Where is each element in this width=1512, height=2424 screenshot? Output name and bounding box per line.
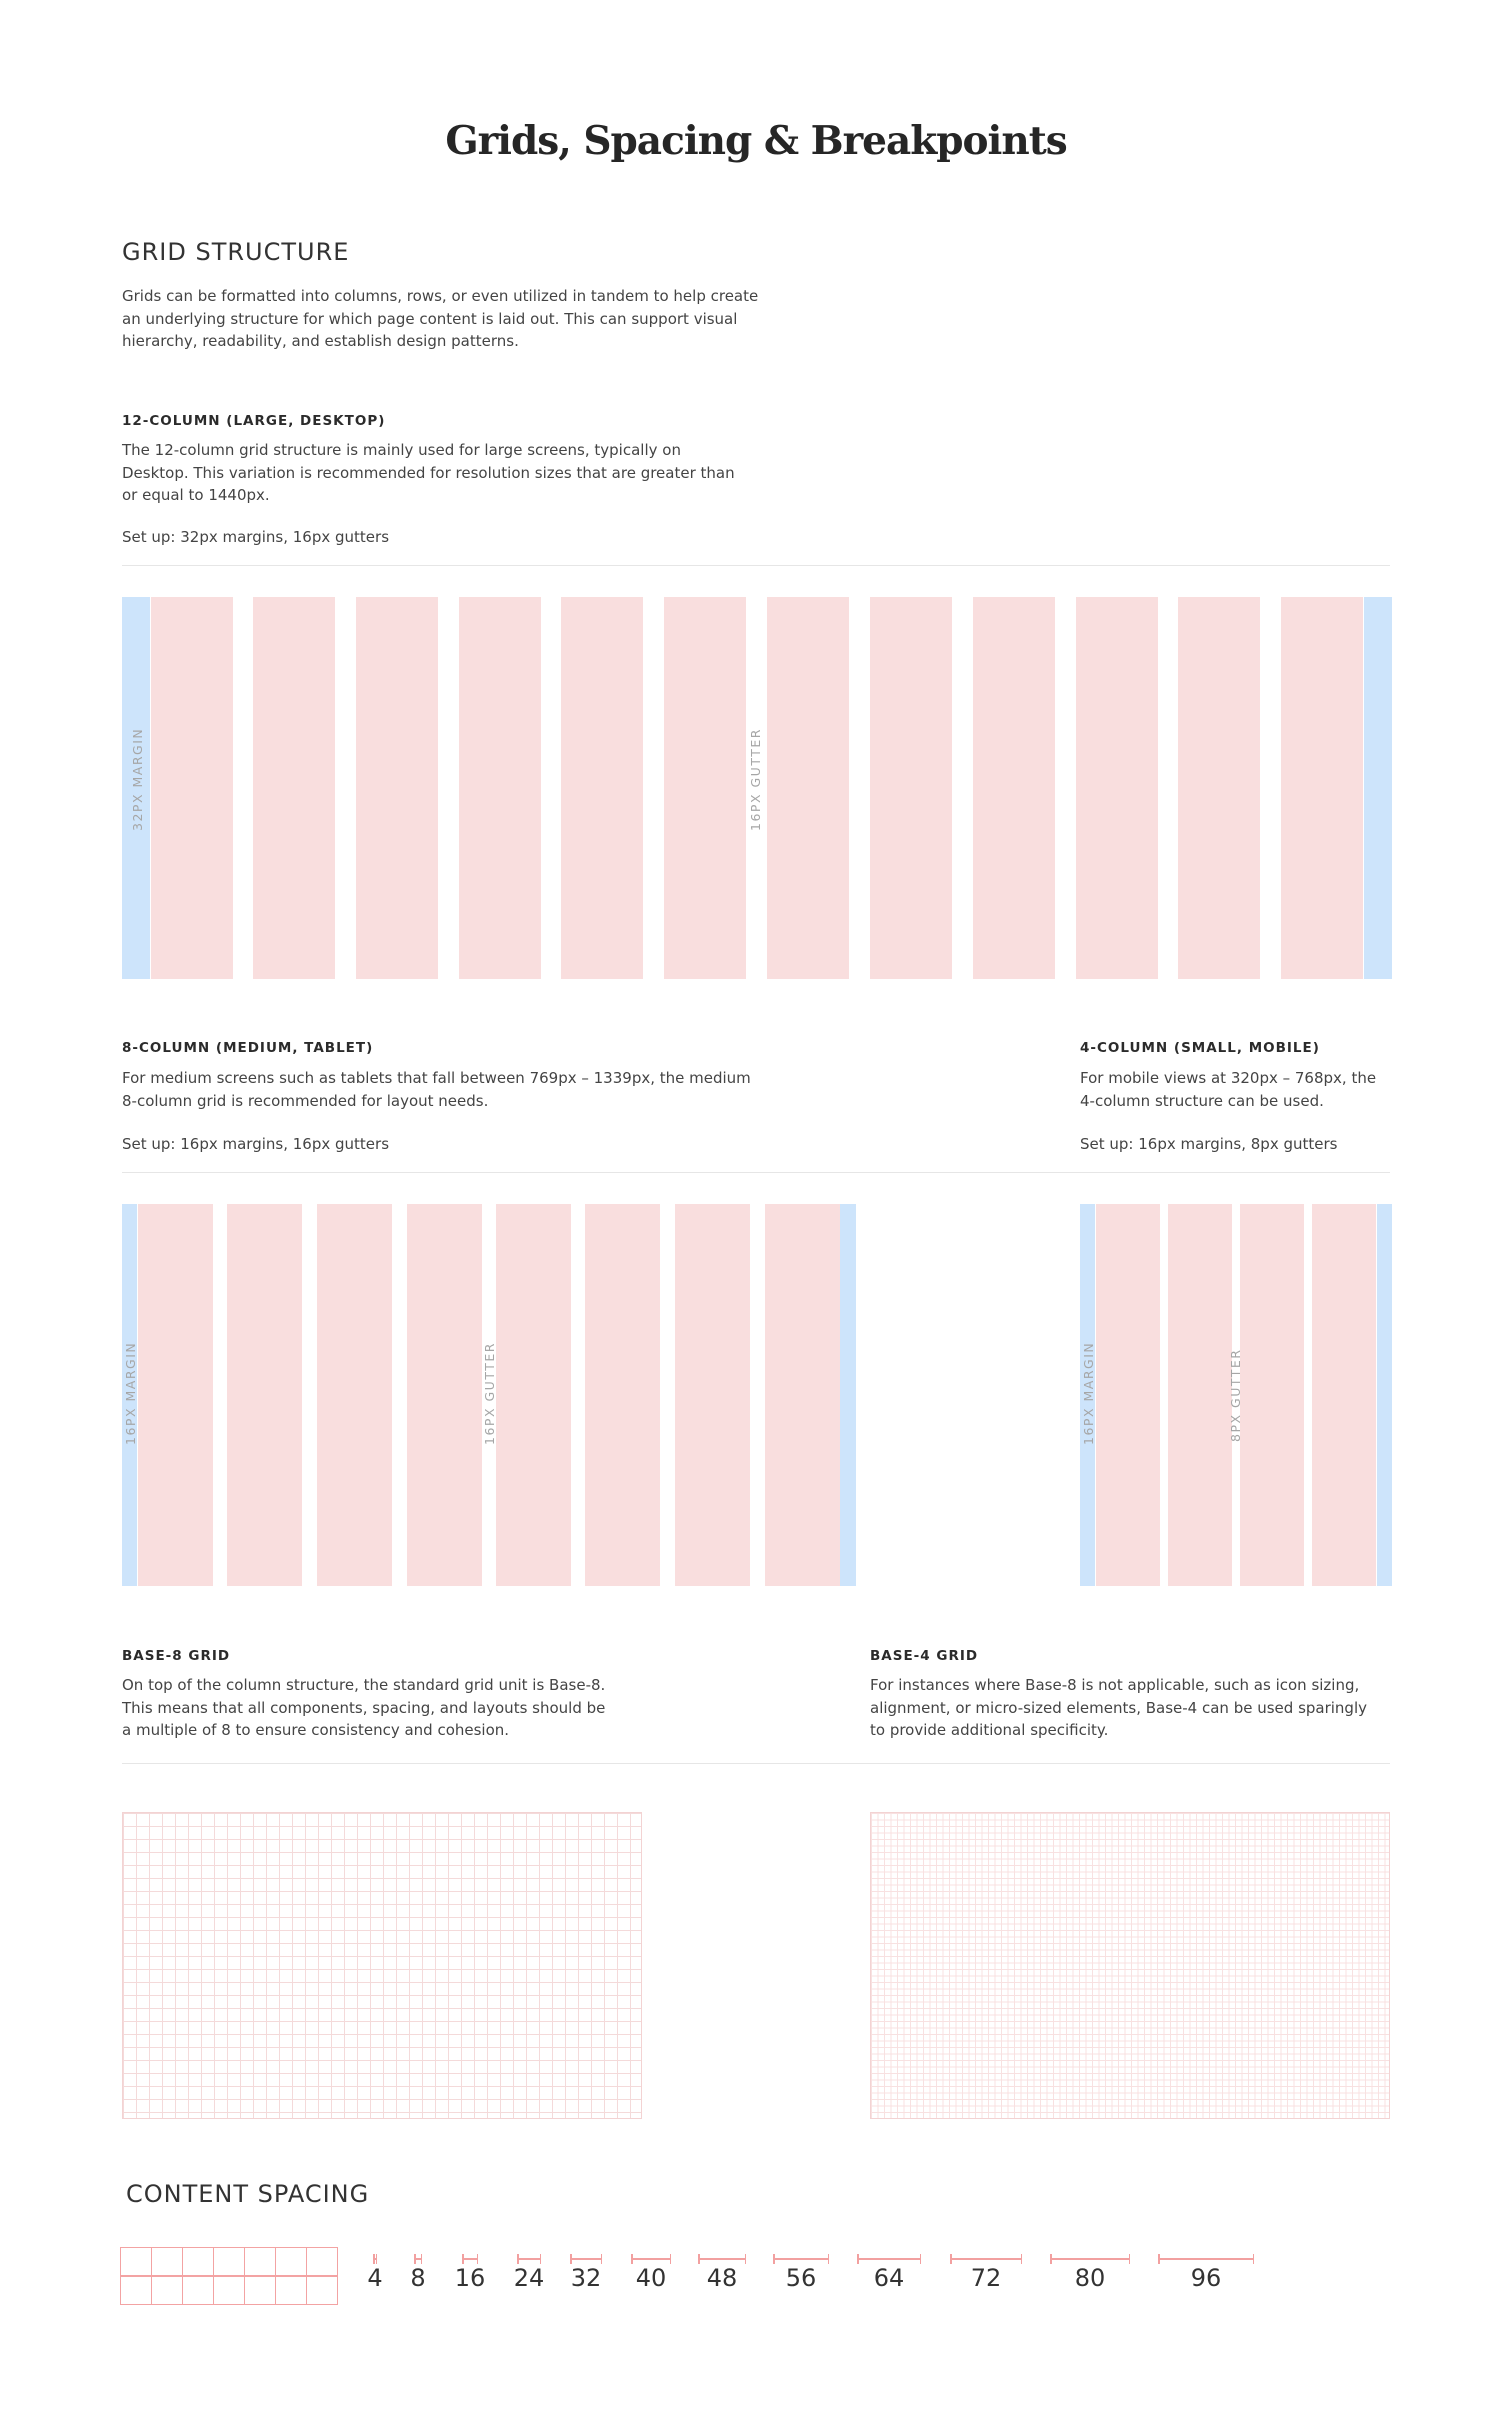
grid12-setup: Set up: 32px margins, 16px gutters <box>122 528 390 546</box>
grid12-column <box>973 597 1055 979</box>
grid8-setup: Set up: 16px margins, 16px gutters <box>122 1135 390 1153</box>
grid12-column <box>356 597 438 979</box>
grid12-margin-label: 32PX MARGIN <box>130 727 145 831</box>
grid-structure-intro: Grids can be formatted into columns, rows, or even utilized in tandem to help create an underlying structure for which page content is laid out. This can support visual hierarchy, readability, and establish design patterns. <box>122 287 759 350</box>
grid12-gutter-label: 16PX GUTTER <box>748 728 763 831</box>
spacing-value: 24 <box>513 2264 545 2292</box>
base8-heading: BASE-8 GRID <box>122 1648 231 1664</box>
divider <box>122 1763 1390 1764</box>
spacing-cell <box>213 2247 245 2277</box>
grid12-column <box>1076 597 1158 979</box>
spacing-marker-48 <box>698 2254 746 2264</box>
spacing-cell <box>244 2275 276 2305</box>
grid8-heading: 8-COLUMN (MEDIUM, TABLET) <box>122 1040 374 1056</box>
spacing-marker-56 <box>773 2254 829 2264</box>
spacing-value: 64 <box>873 2264 905 2292</box>
spacing-cell <box>306 2247 338 2277</box>
grid12-column <box>459 597 541 979</box>
grid8-column <box>585 1204 660 1586</box>
spacing-cell <box>244 2247 276 2277</box>
base4-description: For instances where Base-8 is not applicable, such as icon sizing, alignment, or micro-sized elements, Base-4 can be used sparingly to provide additional specificity. <box>870 1676 1367 1739</box>
grid12-column <box>767 597 849 979</box>
spacing-marker-32 <box>570 2254 602 2264</box>
spacing-cell <box>120 2247 152 2277</box>
spacing-marker-4 <box>373 2254 377 2264</box>
grid4-description: For mobile views at 320px – 768px, the 4-column structure can be used. <box>1080 1069 1377 1110</box>
grid12-column <box>664 597 746 979</box>
grid4-diagram <box>1080 1204 1392 1586</box>
spacing-value: 4 <box>367 2264 383 2292</box>
grid8-description: For medium screens such as tablets that fall between 769px – 1339px, the medium 8-column grid is recommended for layout needs. <box>122 1069 751 1110</box>
grid8-column <box>765 1204 840 1586</box>
grid8-gutter-label: 16PX GUTTER <box>482 1342 497 1445</box>
spacing-marker-16 <box>462 2254 478 2264</box>
grid4-gutter-label: 8PX GUTTER <box>1228 1348 1243 1442</box>
base4-heading: BASE-4 GRID <box>870 1648 979 1664</box>
spacing-marker-8 <box>414 2254 422 2264</box>
spacing-value: 40 <box>635 2264 667 2292</box>
spacing-value: 16 <box>454 2264 486 2292</box>
spacing-marker-24 <box>517 2254 541 2264</box>
spacing-cell <box>151 2247 183 2277</box>
grid12-margin-right <box>1364 597 1392 979</box>
spacing-cell <box>182 2275 214 2305</box>
grid4-column <box>1312 1204 1376 1586</box>
grid4-column <box>1168 1204 1232 1586</box>
spacing-value: 32 <box>570 2264 602 2292</box>
grid12-column <box>1281 597 1363 979</box>
spacing-cell <box>213 2275 245 2305</box>
spacing-value: 80 <box>1074 2264 1106 2292</box>
grid8-column <box>317 1204 392 1586</box>
grid8-column <box>675 1204 750 1586</box>
base4-grid-sample <box>870 1812 1390 2119</box>
spacing-marker-96 <box>1158 2254 1254 2264</box>
grid8-margin-label: 16PX MARGIN <box>123 1341 138 1445</box>
spacing-marker-80 <box>1050 2254 1130 2264</box>
spacing-cell <box>151 2275 183 2305</box>
grid8-column <box>496 1204 571 1586</box>
page-title: Grids, Spacing & Breakpoints <box>445 118 1067 164</box>
spacing-cell <box>182 2247 214 2277</box>
grid12-heading: 12-COLUMN (LARGE, DESKTOP) <box>122 413 386 429</box>
base8-description: On top of the column structure, the standard grid unit is Base-8. This means that all components, spacing, and layouts should be a multiple of 8 to ensure consistency and cohesion. <box>122 1676 606 1739</box>
spacing-cell <box>306 2275 338 2305</box>
spacing-value: 96 <box>1190 2264 1222 2292</box>
grid8-diagram <box>122 1204 856 1586</box>
grid8-column <box>138 1204 213 1586</box>
divider <box>122 1172 1390 1173</box>
grid4-column <box>1096 1204 1160 1586</box>
grid4-margin-right <box>1377 1204 1392 1586</box>
grid12-diagram <box>122 597 1392 979</box>
divider <box>122 565 1390 566</box>
content-spacing-heading: CONTENT SPACING <box>126 2180 370 2208</box>
grid12-column <box>151 597 233 979</box>
spacing-value: 56 <box>785 2264 817 2292</box>
base8-grid-sample <box>122 1812 642 2119</box>
grid12-description: The 12-column grid structure is mainly used for large screens, typically on Desktop. This variation is recommended for resolution sizes that are greater than or equal to 1440px. <box>122 441 735 504</box>
grid12-column <box>1178 597 1260 979</box>
grid-structure-heading: GRID STRUCTURE <box>122 238 350 266</box>
grid8-column <box>407 1204 482 1586</box>
grid4-column <box>1240 1204 1304 1586</box>
grid8-column <box>227 1204 302 1586</box>
grid12-column <box>870 597 952 979</box>
grid12-column <box>561 597 643 979</box>
spacing-cell <box>275 2247 307 2277</box>
grid4-heading: 4-COLUMN (SMALL, MOBILE) <box>1080 1040 1320 1056</box>
spacing-marker-40 <box>631 2254 671 2264</box>
spacing-value: 72 <box>970 2264 1002 2292</box>
spacing-marker-64 <box>857 2254 921 2264</box>
grid4-setup: Set up: 16px margins, 8px gutters <box>1080 1135 1338 1153</box>
spacing-value: 8 <box>410 2264 426 2292</box>
spacing-cell-grid <box>120 2247 340 2305</box>
grid4-margin-label: 16PX MARGIN <box>1081 1341 1096 1445</box>
spacing-cell <box>275 2275 307 2305</box>
spacing-marker-72 <box>950 2254 1022 2264</box>
grid12-column <box>253 597 335 979</box>
spacing-cell <box>120 2275 152 2305</box>
spacing-value: 48 <box>706 2264 738 2292</box>
grid8-margin-right <box>840 1204 856 1586</box>
